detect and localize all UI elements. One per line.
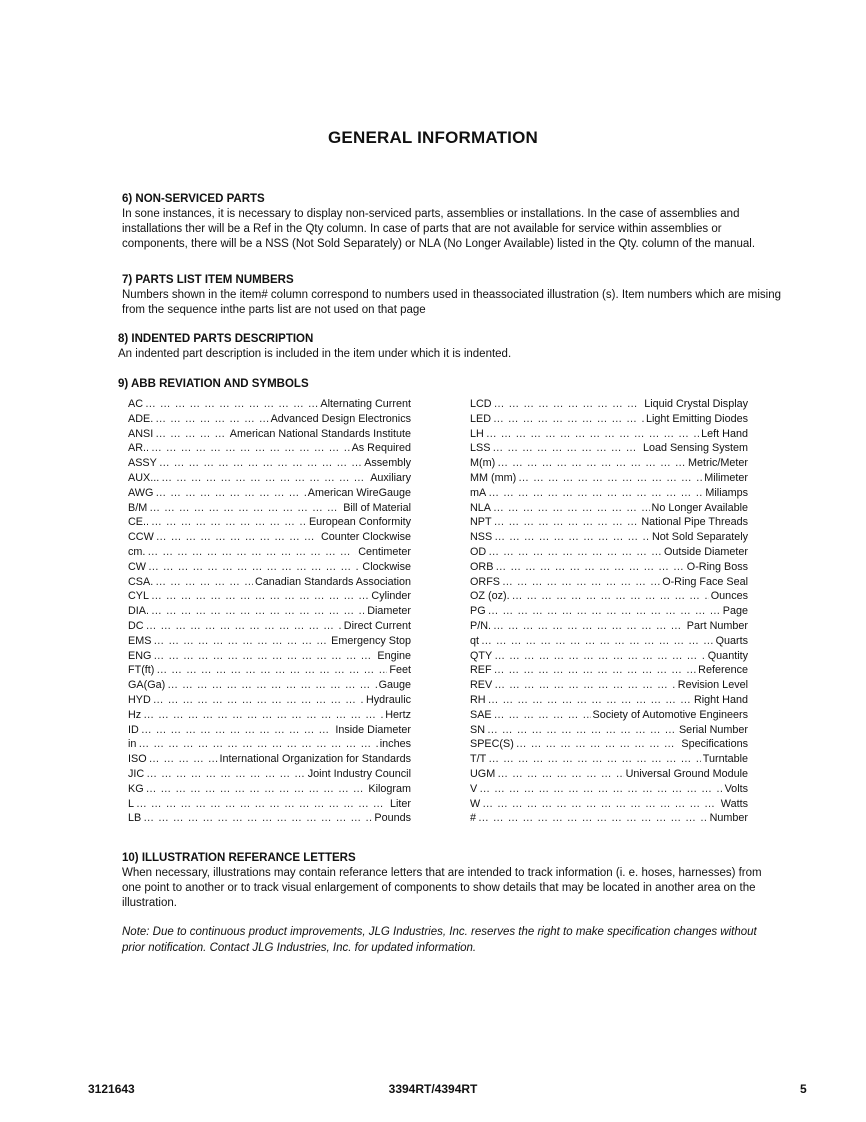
dot-leader <box>145 398 318 410</box>
abbreviation-code: ORB <box>470 560 494 573</box>
abbreviation-row <box>470 724 748 739</box>
dot-leader <box>495 561 684 573</box>
abbreviation-row <box>128 738 411 753</box>
abbreviation-row <box>470 502 748 517</box>
abbreviation-row <box>470 428 748 443</box>
abbreviation-meaning: Society of Automotive Engineers <box>592 708 748 721</box>
dot-leader <box>487 724 677 736</box>
dot-leader <box>494 516 640 528</box>
dot-leader <box>488 605 721 617</box>
section-indented-parts-description <box>118 332 778 362</box>
abbreviation-meaning: Milimeter <box>704 471 748 484</box>
section-heading: 6) NON-SERVICED PARTS <box>122 193 265 205</box>
abbreviation-row <box>128 398 411 413</box>
abbreviation-code: CW <box>128 560 146 573</box>
abbreviation-code: MM (mm) <box>470 471 517 484</box>
abbreviation-meaning: Hertz <box>385 708 411 721</box>
dot-leader <box>143 709 383 721</box>
dot-leader <box>479 783 722 795</box>
abbreviation-row <box>128 546 411 561</box>
abbreviation-code: JIC <box>128 767 145 780</box>
abbreviation-code: PG <box>470 605 486 618</box>
abbreviation-code: AC <box>128 398 143 410</box>
dot-leader <box>494 650 706 662</box>
dot-leader <box>488 694 692 706</box>
abbreviation-code: UGM <box>470 767 496 780</box>
dot-leader <box>494 398 643 410</box>
dot-leader <box>143 812 372 824</box>
dot-leader <box>148 561 360 573</box>
abbreviation-meaning: Quarts <box>715 634 748 647</box>
dot-leader <box>151 590 369 602</box>
abbreviation-row <box>470 398 748 413</box>
abbreviation-row <box>128 531 411 546</box>
dot-leader <box>497 768 623 780</box>
abbreviation-meaning: Miliamps <box>705 486 748 499</box>
abbreviation-code: B/M <box>128 501 148 514</box>
abbreviation-meaning: Serial Number <box>678 723 748 736</box>
abbreviation-code: SPEC(S) <box>470 738 514 751</box>
abbreviation-meaning: Centimeter <box>358 545 411 558</box>
dot-leader <box>161 472 368 484</box>
abbreviation-row <box>128 605 411 620</box>
abbreviation-row <box>470 531 748 546</box>
abbreviation-meaning: Bill of Material <box>343 501 411 514</box>
abbreviation-meaning: Load Sensing System <box>642 442 748 455</box>
abbreviation-row <box>128 516 411 531</box>
abbreviation-row <box>470 590 748 605</box>
dot-leader <box>488 487 703 499</box>
dot-leader <box>494 531 650 543</box>
abbreviation-code: CCW <box>128 531 154 544</box>
dot-leader <box>155 487 305 499</box>
abbreviation-meaning: Direct Current <box>343 619 411 632</box>
abbreviation-code: CE.. <box>128 516 149 529</box>
abbreviation-code: cm. <box>128 545 146 558</box>
abbreviation-meaning: Not Sold Separately <box>651 531 748 544</box>
abbreviation-row <box>470 664 748 679</box>
abbreviation-row <box>128 768 411 783</box>
abbreviation-meaning: Specifications <box>681 738 748 751</box>
dot-leader <box>153 694 364 706</box>
dot-leader <box>155 413 268 425</box>
abbreviation-meaning: Engine <box>377 649 411 662</box>
dot-leader <box>492 442 641 454</box>
abbreviation-code: ISO <box>128 753 147 766</box>
abbreviation-row <box>470 635 748 650</box>
abbreviation-meaning: Cylinder <box>371 590 411 603</box>
abbreviation-meaning: Counter Clockwise <box>320 531 411 544</box>
abbreviation-meaning: Reference <box>698 664 748 677</box>
abbreviation-meaning: Emergency Stop <box>331 634 411 647</box>
abbreviation-code: DIA. <box>128 605 149 618</box>
abbreviation-code: GA(Ga) <box>128 679 166 692</box>
abbreviation-row <box>128 413 411 428</box>
abbreviation-row <box>470 576 748 591</box>
abbreviation-code: # <box>470 812 477 825</box>
section-heading: 7) PARTS LIST ITEM NUMBERS <box>122 274 294 286</box>
abbreviation-meaning: Alternating Current <box>320 398 411 410</box>
abbreviation-meaning: Page <box>722 605 748 618</box>
abbreviation-row <box>470 442 748 457</box>
section-heading: 8) INDENTED PARTS DESCRIPTION <box>118 333 314 345</box>
dot-leader <box>149 753 218 765</box>
abbreviation-row <box>128 724 411 739</box>
dot-leader <box>141 724 334 736</box>
abbreviation-row <box>128 783 411 798</box>
abbreviation-meaning: Gauge <box>378 679 411 692</box>
dot-leader <box>136 798 388 810</box>
dot-leader <box>481 635 714 647</box>
abbreviation-meaning: Outside Diameter <box>663 545 748 558</box>
abbreviation-meaning: Metric/Meter <box>688 457 748 470</box>
abbreviation-row <box>470 650 748 665</box>
abbreviation-meaning: American WireGauge <box>307 486 411 499</box>
abbreviation-row <box>128 753 411 768</box>
dot-leader <box>159 457 362 469</box>
abbreviation-row <box>128 812 411 827</box>
abbreviation-meaning: inches <box>379 738 411 751</box>
abbreviation-row <box>470 783 748 798</box>
abbreviation-meaning: American National Standards Institute <box>229 427 411 440</box>
footer-page-number: 5 <box>800 1082 807 1096</box>
abbreviation-meaning: O-Ring Face Seal <box>662 575 748 588</box>
abbreviation-row <box>470 472 748 487</box>
abbreviation-code: LB <box>128 812 142 825</box>
abbreviation-row <box>128 576 411 591</box>
section-heading: 10) ILLUSTRATION REFERANCE LETTERS <box>122 852 356 864</box>
abbreviation-meaning: Canadian Standards Association <box>254 575 411 588</box>
dot-leader <box>156 664 387 676</box>
abbreviation-code: ASSY <box>128 457 157 470</box>
abbreviation-row <box>470 605 748 620</box>
abbreviation-code: RH <box>470 693 486 706</box>
dot-leader <box>146 783 367 795</box>
abbreviation-meaning: Turntable <box>702 753 748 766</box>
dot-leader <box>156 531 319 543</box>
abbreviation-meaning: National Pipe Threads <box>641 516 748 529</box>
abbreviation-code: ENG <box>128 649 152 662</box>
abbreviation-row <box>128 502 411 517</box>
abbreviation-meaning: European Conformity <box>308 516 411 529</box>
abbreviation-code: CYL <box>128 590 150 603</box>
abbreviation-code: T/T <box>470 753 487 766</box>
dot-leader <box>151 516 307 528</box>
abbreviation-row <box>470 561 748 576</box>
abbreviation-row <box>470 709 748 724</box>
abbreviation-code: CSA. <box>128 575 154 588</box>
dot-leader <box>512 590 709 602</box>
abbreviation-meaning: Feet <box>389 664 411 677</box>
dot-leader <box>482 798 719 810</box>
section-text: An indented part description is included in the item under which it is indented. <box>118 348 512 360</box>
abbreviation-code: LH <box>470 427 484 440</box>
abbreviation-meaning: Kilogram <box>368 782 411 795</box>
abbreviation-meaning: Auxiliary <box>370 471 411 484</box>
section-abbreviations <box>118 377 778 392</box>
abbreviation-meaning: Right Hand <box>693 693 748 706</box>
section-parts-list-item-numbers <box>122 273 782 318</box>
dot-leader <box>146 768 306 780</box>
dot-leader <box>494 664 697 676</box>
dot-leader <box>147 546 356 558</box>
abbreviation-row <box>470 620 748 635</box>
abbreviation-meaning: Ounces <box>710 590 748 603</box>
abbreviation-meaning: Inside Diameter <box>335 723 411 736</box>
abbreviation-row <box>470 516 748 531</box>
dot-leader <box>488 546 662 558</box>
dot-leader <box>155 428 228 440</box>
abbreviation-row <box>470 812 748 827</box>
dot-leader <box>138 738 377 750</box>
abbreviation-row <box>128 457 411 472</box>
section-illustration-reference-letters <box>122 851 782 911</box>
abbreviation-row <box>128 620 411 635</box>
abbreviation-code: NPT <box>470 516 492 529</box>
dot-leader <box>151 605 365 617</box>
dot-leader <box>497 457 686 469</box>
abbreviation-meaning: Revision Level <box>677 679 748 692</box>
abbreviation-meaning: Volts <box>724 782 748 795</box>
abbreviation-list-right <box>470 398 748 827</box>
abbreviation-code: OD <box>470 545 487 558</box>
abbreviation-code: SAE <box>470 708 492 721</box>
dot-leader <box>149 502 341 514</box>
abbreviation-code: AUX... <box>128 471 160 484</box>
dot-leader <box>493 413 644 425</box>
abbreviation-row <box>470 457 748 472</box>
abbreviation-row <box>128 472 411 487</box>
abbreviation-code: NLA <box>470 501 492 514</box>
abbreviation-row <box>470 798 748 813</box>
abbreviation-code: ORFS <box>470 575 500 588</box>
abbreviation-row <box>128 650 411 665</box>
abbreviation-code: FT(ft) <box>128 664 155 677</box>
abbreviation-row <box>128 561 411 576</box>
dot-leader <box>146 620 342 632</box>
abbreviation-meaning: Universal Ground Module <box>625 767 748 780</box>
abbreviation-row <box>470 546 748 561</box>
abbreviation-code: EMS <box>128 634 152 647</box>
abbreviation-code: W <box>470 797 481 810</box>
abbreviation-code: QTY <box>470 649 493 662</box>
abbreviation-code: M(m) <box>470 457 496 470</box>
abbreviation-row <box>128 798 411 813</box>
section-heading: 9) ABB REVIATION AND SYMBOLS <box>118 378 309 390</box>
abbreviation-meaning: Assembly <box>364 457 411 470</box>
abbreviation-list-left <box>128 398 411 827</box>
footer-doc-number: 3121643 <box>88 1082 135 1096</box>
section-text: Numbers shown in the item# column correspond to numbers used in theassociated illustration (s). Item numbers which are mising from the sequence inthe parts list are not used on that page <box>122 289 781 316</box>
abbreviation-code: NSS <box>470 531 493 544</box>
abbreviation-code: LCD <box>470 398 492 410</box>
abbreviation-code: ADE. <box>128 412 154 425</box>
dot-leader <box>502 576 660 588</box>
abbreviation-code: HYD <box>128 693 151 706</box>
abbreviation-code: REV <box>470 679 493 692</box>
abbreviation-meaning: Part Number <box>686 619 748 632</box>
abbreviation-code: Hz <box>128 708 142 721</box>
dot-leader <box>167 679 376 691</box>
abbreviation-row <box>470 753 748 768</box>
abbreviation-code: L <box>128 797 135 810</box>
abbreviation-meaning: Diameter <box>367 605 411 618</box>
abbreviation-row <box>470 768 748 783</box>
dot-leader <box>155 576 253 588</box>
abbreviation-meaning: Clockwise <box>362 560 411 573</box>
abbreviation-row <box>470 487 748 502</box>
dot-leader <box>493 620 685 632</box>
abbreviation-row <box>128 442 411 457</box>
abbreviation-meaning: Left Hand <box>701 427 748 440</box>
abbreviation-row <box>470 694 748 709</box>
abbreviation-code: AWG <box>128 486 154 499</box>
abbreviation-meaning: Watts <box>720 797 748 810</box>
abbreviation-meaning: Joint Industry Council <box>307 767 411 780</box>
dot-leader <box>153 635 329 647</box>
abbreviation-code: SN <box>470 723 485 736</box>
dot-leader <box>518 472 702 484</box>
abbreviation-row <box>128 635 411 650</box>
abbreviation-meaning: Advanced Design Electronics <box>270 412 411 425</box>
footer-model: 3394RT/4394RT <box>388 1082 478 1096</box>
abbreviation-meaning: Light Emitting Diodes <box>645 412 748 425</box>
abbreviation-row <box>128 487 411 502</box>
abbreviation-code: LED <box>470 412 492 425</box>
abbreviation-code: mA <box>470 486 487 499</box>
abbreviation-meaning: O-Ring Boss <box>686 560 748 573</box>
abbreviation-row <box>128 694 411 709</box>
dot-leader <box>478 812 708 824</box>
abbreviation-code: OZ (oz). <box>470 590 510 603</box>
section-text: In sone instances, it is necessary to display non-serviced parts, assemblies or installations. In the case of assemblies and installations ther will be a Ref in the Qty column. In case of parts that are not available for service within assemblies or components, there will be a NSS (Not Sold Separately) or NLA (No Longer Available) listed in the Qty. column of the manual. <box>122 208 756 250</box>
dot-leader <box>494 679 676 691</box>
abbreviation-code: REF <box>470 664 492 677</box>
dot-leader <box>493 502 650 514</box>
note-text: Note: Due to continuous product improvements, JLG Industries, Inc. reserves the right to make specification changes without prior notification. Contact JLG Industries, Inc. for updated information. <box>122 926 757 954</box>
abbreviation-meaning: Liter <box>389 797 411 810</box>
abbreviation-meaning: No Longer Available <box>651 501 748 514</box>
abbreviation-code: in <box>128 738 137 751</box>
abbreviation-row <box>128 664 411 679</box>
abbreviation-meaning: Liquid Crystal Display <box>644 398 748 410</box>
abbreviation-meaning: Hydraulic <box>365 693 411 706</box>
abbreviation-row <box>128 428 411 443</box>
abbreviation-code: DC <box>128 619 144 632</box>
abbreviation-code: P/N. <box>470 619 491 632</box>
dot-leader <box>516 738 680 750</box>
section-non-serviced-parts <box>122 192 782 252</box>
abbreviation-row <box>128 679 411 694</box>
abbreviation-row <box>470 679 748 694</box>
abbreviation-meaning: Pounds <box>374 812 411 825</box>
abbreviation-code: qt <box>470 634 480 647</box>
abbreviation-meaning: As Required <box>351 442 411 455</box>
abbreviation-code: ANSI <box>128 427 154 440</box>
abbreviation-row <box>128 709 411 724</box>
abbreviation-row <box>470 738 748 753</box>
abbreviation-meaning: International Organization for Standards <box>219 753 411 766</box>
abbreviation-meaning: Number <box>709 812 748 825</box>
dot-leader <box>153 650 375 662</box>
abbreviation-row <box>128 590 411 605</box>
abbreviation-code: ID <box>128 723 139 736</box>
abbreviation-code: AR.. <box>128 442 149 455</box>
dot-leader <box>494 709 591 721</box>
abbreviation-meaning: Quantity <box>707 649 748 662</box>
dot-leader <box>151 442 350 454</box>
abbreviation-code: LSS <box>470 442 491 455</box>
page-title: GENERAL INFORMATION <box>328 128 538 147</box>
abbreviation-code: V <box>470 782 478 795</box>
abbreviation-row <box>470 413 748 428</box>
dot-leader <box>486 428 699 440</box>
section-text: When necessary, illustrations may contain referance letters that are intended to track information (i. e. hoses, harnesses) from one point to another or to track visual enlargement of components to show details that may be located in another area on the illustration. <box>122 867 762 909</box>
dot-leader <box>488 753 701 765</box>
abbreviation-code: KG <box>128 782 144 795</box>
